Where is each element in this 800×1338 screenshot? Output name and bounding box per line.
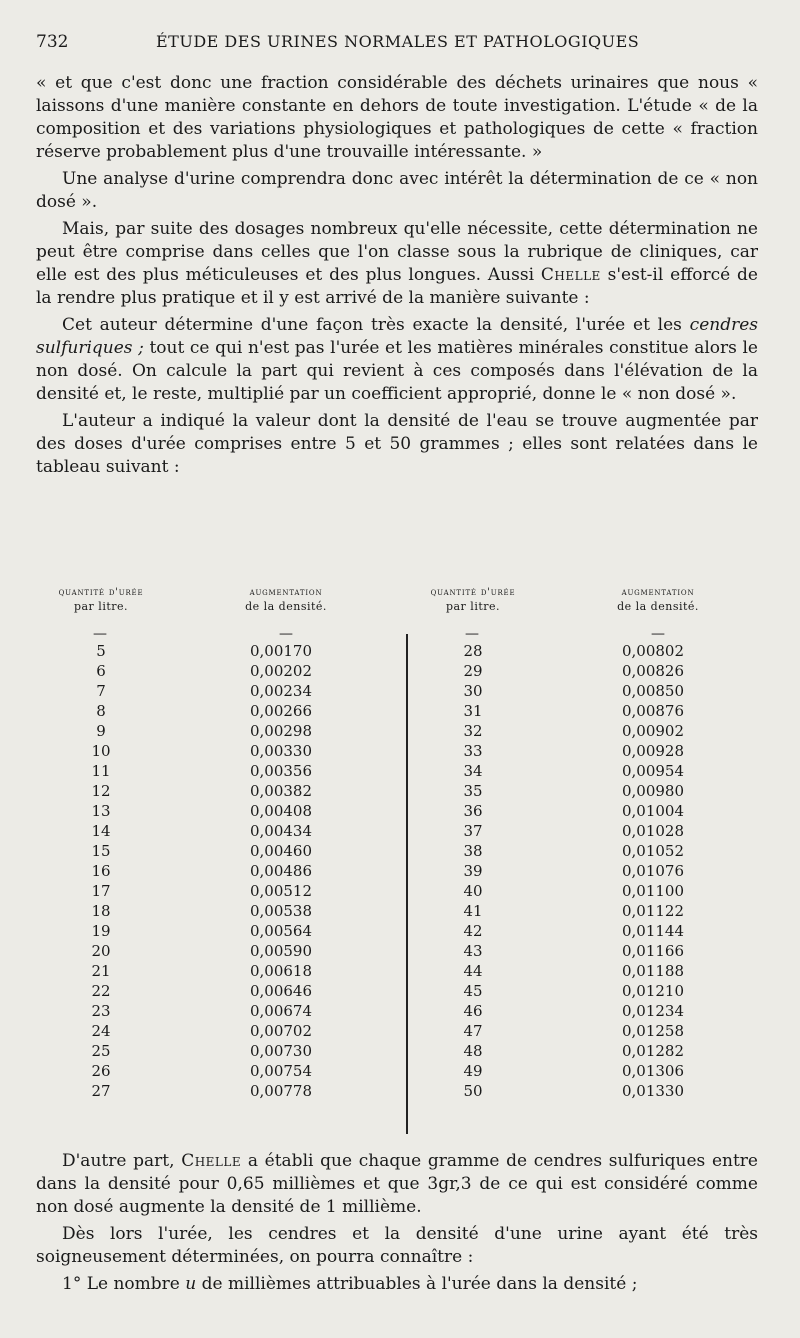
table-row <box>408 842 758 862</box>
density-increase-cell: 0,00826 <box>621 662 685 680</box>
urea-quantity-cell: 36 <box>463 802 483 820</box>
header-line: augmentation <box>621 587 695 598</box>
density-increase-cell: 0,01188 <box>621 962 685 980</box>
text-span: 1° Le nombre <box>62 1274 186 1294</box>
table-row <box>36 822 386 842</box>
text-span: a établi que chaque gramme de cendres sulfuriques entre dans la densité pour 0,65 millièmes et que 3gr,3 de ce qui est considéré comme non dosé augmente la densité de 1 millième. <box>36 1151 758 1217</box>
urea-quantity-cell: 14 <box>91 822 111 840</box>
table-row <box>36 942 386 962</box>
paragraph-ashes <box>36 1150 758 1219</box>
text-span: D'autre part, <box>62 1151 182 1171</box>
density-increase-cell: 0,01004 <box>621 802 685 820</box>
table-row <box>36 782 386 802</box>
table-row <box>408 1082 758 1102</box>
density-increase-cell: 0,00356 <box>249 762 313 780</box>
density-increase-cell: 0,01144 <box>621 922 685 940</box>
table-row <box>408 922 758 942</box>
urea-quantity-cell: 47 <box>463 1022 483 1040</box>
density-increase-cell: 0,00382 <box>249 782 313 800</box>
header-dash: — <box>93 626 107 642</box>
header-dash: — <box>651 626 665 642</box>
column-header-quantity <box>36 586 166 614</box>
table-row <box>36 742 386 762</box>
table-row <box>36 882 386 902</box>
table-row <box>36 642 386 662</box>
density-increase-cell: 0,00754 <box>249 1062 313 1080</box>
author-name: Chelle <box>540 265 601 285</box>
table-row <box>36 842 386 862</box>
running-title: ÉTUDE DES URINES NORMALES ET PATHOLOGIQUES <box>156 32 640 51</box>
table-rows-left <box>36 642 386 1102</box>
table-row <box>36 762 386 782</box>
density-increase-cell: 0,00434 <box>249 822 313 840</box>
density-increase-cell: 0,00876 <box>621 702 685 720</box>
page-number: 732 <box>36 32 69 52</box>
table-row <box>36 1082 386 1102</box>
table-row <box>408 642 758 662</box>
urea-quantity-cell: 17 <box>91 882 111 900</box>
urea-quantity-cell: 23 <box>91 1002 111 1020</box>
text-span: s'est-il efforcé de la rendre plus pratique et il y est arrivé de la manière suivante : <box>36 265 758 308</box>
urea-quantity-cell: 46 <box>463 1002 483 1020</box>
urea-quantity-cell: 9 <box>96 722 106 740</box>
header-line: quantité d'urée <box>430 587 516 598</box>
density-increase-cell: 0,00850 <box>621 682 685 700</box>
header-subline: par litre. <box>445 600 501 613</box>
paragraph-table-intro: L'auteur a indiqué la valeur dont la densité de l'eau se trouve augmentée par des doses d'urée comprises entre 5 et 50 grammes ; elles sont relatées dans le tableau suivant : <box>36 411 758 477</box>
paragraph-item-1 <box>36 1273 758 1296</box>
density-increase-cell: 0,00618 <box>249 962 313 980</box>
urea-quantity-cell: 43 <box>463 942 483 960</box>
density-increase-cell: 0,01100 <box>621 882 685 900</box>
urea-quantity-cell: 27 <box>91 1082 111 1100</box>
urea-quantity-cell: 21 <box>91 962 111 980</box>
urea-quantity-cell: 6 <box>96 662 106 680</box>
header-dash: — <box>465 626 479 642</box>
table-row <box>36 962 386 982</box>
density-increase-cell: 0,01234 <box>621 1002 685 1020</box>
urea-quantity-cell: 7 <box>96 682 106 700</box>
density-increase-cell: 0,00902 <box>621 722 685 740</box>
page-header <box>36 32 760 60</box>
urea-quantity-cell: 40 <box>463 882 483 900</box>
table-row <box>408 962 758 982</box>
density-increase-cell: 0,01282 <box>621 1042 685 1060</box>
urea-quantity-cell: 12 <box>91 782 111 800</box>
table-row <box>408 1062 758 1082</box>
urea-quantity-cell: 13 <box>91 802 111 820</box>
urea-quantity-cell: 20 <box>91 942 111 960</box>
outro-text <box>36 1150 758 1300</box>
urea-quantity-cell: 33 <box>463 742 483 760</box>
density-increase-cell: 0,00674 <box>249 1002 313 1020</box>
table-row <box>36 1062 386 1082</box>
density-increase-cell: 0,00266 <box>249 702 313 720</box>
density-increase-cell: 0,00460 <box>249 842 313 860</box>
table-row <box>36 902 386 922</box>
table-row <box>408 1002 758 1022</box>
urea-quantity-cell: 28 <box>463 642 483 660</box>
urea-quantity-cell: 18 <box>91 902 111 920</box>
urea-quantity-cell: 49 <box>463 1062 483 1080</box>
table-rows-right <box>408 642 758 1102</box>
density-increase-cell: 0,00980 <box>621 782 685 800</box>
density-increase-cell: 0,01330 <box>621 1082 685 1100</box>
paragraph-dosages <box>36 218 758 310</box>
table-row <box>408 1042 758 1062</box>
density-increase-cell: 0,01306 <box>621 1062 685 1080</box>
urea-quantity-cell: 8 <box>96 702 106 720</box>
density-increase-cell: 0,01122 <box>621 902 685 920</box>
table-row <box>36 1042 386 1062</box>
urea-density-table <box>36 586 758 1146</box>
urea-quantity-cell: 44 <box>463 962 483 980</box>
table-row <box>36 802 386 822</box>
table-row <box>36 862 386 882</box>
urea-quantity-cell: 32 <box>463 722 483 740</box>
urea-quantity-cell: 48 <box>463 1042 483 1060</box>
urea-quantity-cell: 42 <box>463 922 483 940</box>
column-header-increase <box>206 586 366 614</box>
urea-quantity-cell: 45 <box>463 982 483 1000</box>
paragraph-method <box>36 314 758 406</box>
paragraph-quote: « et que c'est donc une fraction considérable des déchets urinaires que nous « laissons d'une manière constante en dehors de toute investigation. L'étude « de la composition et des variations physiologiques et pathologiques de cette « fraction réserve probablement plus d'une trouvaille intéressante. » <box>36 73 758 162</box>
text-span: Cet auteur détermine d'une façon très exacte la densité, l'urée et les <box>62 315 690 335</box>
table-row <box>408 1022 758 1042</box>
density-increase-cell: 0,00408 <box>249 802 313 820</box>
table-row <box>36 1002 386 1022</box>
density-increase-cell: 0,00702 <box>249 1022 313 1040</box>
urea-quantity-cell: 5 <box>96 642 106 660</box>
table-row <box>36 1022 386 1042</box>
urea-quantity-cell: 10 <box>91 742 111 760</box>
urea-quantity-cell: 11 <box>91 762 111 780</box>
urea-quantity-cell: 34 <box>463 762 483 780</box>
density-increase-cell: 0,00170 <box>249 642 313 660</box>
italic-term: cendres sulfuriques ; <box>36 315 758 358</box>
header-subline: de la densité. <box>617 600 699 613</box>
table-row <box>36 922 386 942</box>
table-row <box>36 722 386 742</box>
table-row <box>408 722 758 742</box>
paragraph-consequence: Dès lors l'urée, les cendres et la densité d'une urine ayant été très soigneusement déterminées, on pourra connaître : <box>36 1224 758 1267</box>
density-increase-cell: 0,00928 <box>621 742 685 760</box>
table-row <box>408 882 758 902</box>
density-increase-cell: 0,00954 <box>621 762 685 780</box>
column-header-quantity <box>408 586 538 614</box>
density-increase-cell: 0,01076 <box>621 862 685 880</box>
density-increase-cell: 0,00486 <box>249 862 313 880</box>
urea-quantity-cell: 38 <box>463 842 483 860</box>
urea-quantity-cell: 30 <box>463 682 483 700</box>
table-row <box>36 662 386 682</box>
urea-quantity-cell: 41 <box>463 902 483 920</box>
density-increase-cell: 0,00646 <box>249 982 313 1000</box>
density-increase-cell: 0,01052 <box>621 842 685 860</box>
urea-quantity-cell: 37 <box>463 822 483 840</box>
table-row <box>408 862 758 882</box>
density-increase-cell: 0,01028 <box>621 822 685 840</box>
urea-quantity-cell: 16 <box>91 862 111 880</box>
density-increase-cell: 0,00564 <box>249 922 313 940</box>
table-row <box>408 982 758 1002</box>
density-increase-cell: 0,00202 <box>249 662 313 680</box>
urea-quantity-cell: 25 <box>91 1042 111 1060</box>
header-subline: de la densité. <box>245 600 327 613</box>
table-row <box>36 982 386 1002</box>
italic-variable: u <box>185 1274 197 1294</box>
table-row <box>408 802 758 822</box>
density-increase-cell: 0,00330 <box>249 742 313 760</box>
paragraph-analysis: Une analyse d'urine comprendra donc avec intérêt la détermination de ce « non dosé ». <box>36 169 758 212</box>
urea-quantity-cell: 15 <box>91 842 111 860</box>
author-name: Chelle <box>181 1151 242 1171</box>
urea-quantity-cell: 22 <box>91 982 111 1000</box>
density-increase-cell: 0,00298 <box>249 722 313 740</box>
density-increase-cell: 0,00538 <box>249 902 313 920</box>
urea-quantity-cell: 19 <box>91 922 111 940</box>
urea-quantity-cell: 29 <box>463 662 483 680</box>
density-increase-cell: 0,00802 <box>621 642 685 660</box>
urea-quantity-cell: 39 <box>463 862 483 880</box>
table-row <box>408 902 758 922</box>
header-line: quantité d'urée <box>58 587 144 598</box>
table-row <box>408 682 758 702</box>
table-row <box>408 942 758 962</box>
density-increase-cell: 0,00778 <box>249 1082 313 1100</box>
urea-quantity-cell: 24 <box>91 1022 111 1040</box>
header-subline: par litre. <box>73 600 129 613</box>
intro-text <box>36 72 758 483</box>
density-increase-cell: 0,01210 <box>621 982 685 1000</box>
density-increase-cell: 0,00234 <box>249 682 313 700</box>
urea-quantity-cell: 35 <box>463 782 483 800</box>
header-line: augmentation <box>249 587 323 598</box>
urea-quantity-cell: 50 <box>463 1082 483 1100</box>
table-row <box>408 662 758 682</box>
table-row <box>36 682 386 702</box>
density-increase-cell: 0,00730 <box>249 1042 313 1060</box>
table-row <box>408 782 758 802</box>
density-increase-cell: 0,00512 <box>249 882 313 900</box>
urea-quantity-cell: 26 <box>91 1062 111 1080</box>
urea-quantity-cell: 31 <box>463 702 483 720</box>
header-dash: — <box>279 626 293 642</box>
column-header-increase <box>578 586 738 614</box>
table-row <box>408 822 758 842</box>
text-span: tout ce qui n'est pas l'urée et les matières minérales constitue alors le non dosé. On calcule la part qui revient à ces composés dans l'élévation de la densité et, le reste, multiplié par un coefficient approprié, donne le « non dosé ». <box>36 338 758 404</box>
text-span: Mais, par suite des dosages nombreux qu'elle nécessite, cette détermination ne peut être comprise dans celles que l'on classe sous la rubrique de cliniques, car elle est des plus méticuleuses et des plus longues. Aussi <box>36 219 758 285</box>
density-increase-cell: 0,01166 <box>621 942 685 960</box>
table-row <box>36 702 386 722</box>
table-row <box>408 702 758 722</box>
table-row <box>408 742 758 762</box>
density-increase-cell: 0,00590 <box>249 942 313 960</box>
text-span: de millièmes attribuables à l'urée dans la densité ; <box>196 1274 638 1294</box>
table-row <box>408 762 758 782</box>
density-increase-cell: 0,01258 <box>621 1022 685 1040</box>
